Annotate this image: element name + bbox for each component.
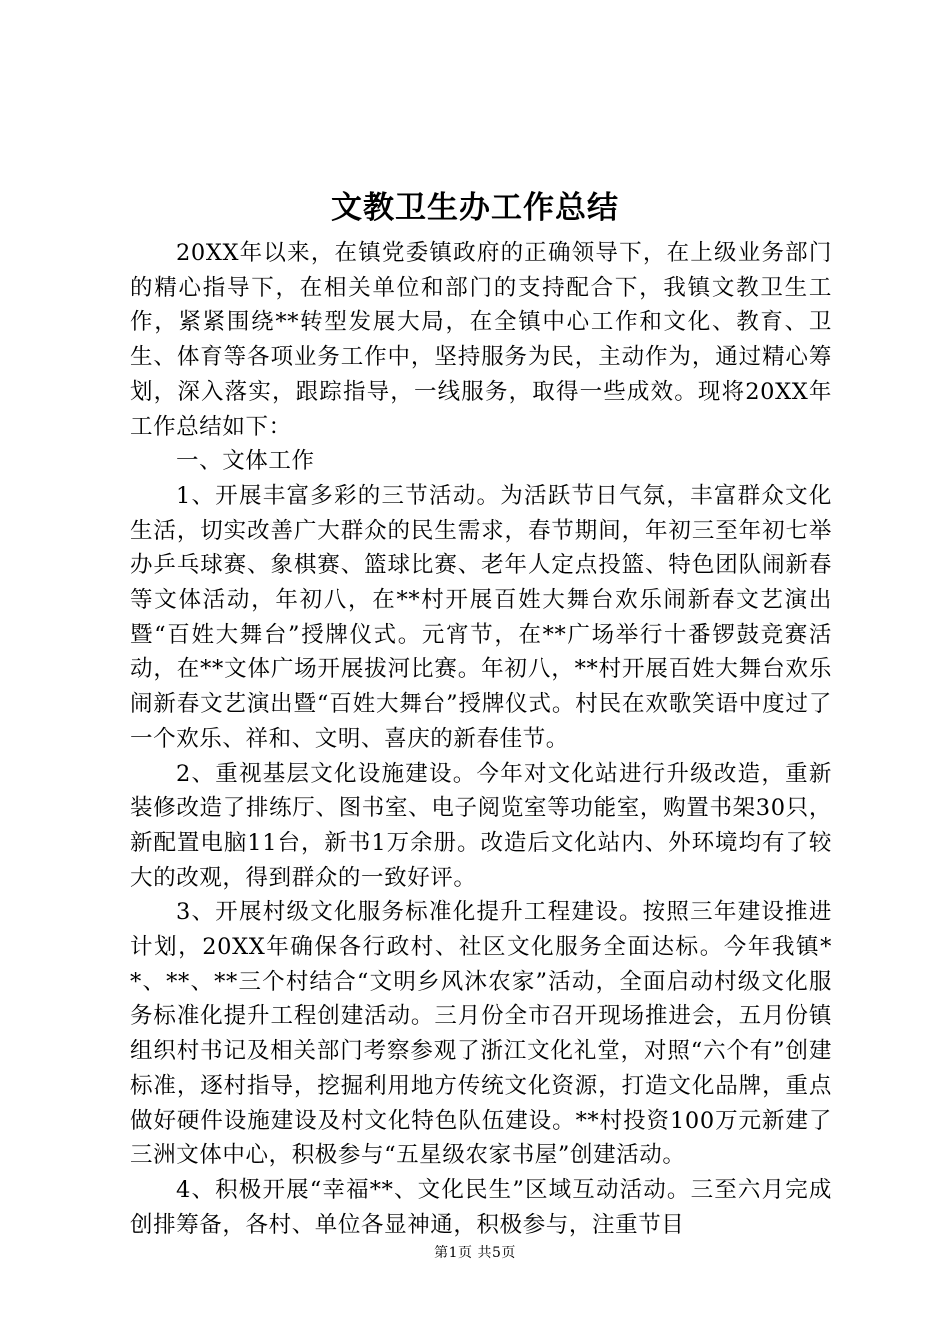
paragraph-regional-interaction: 4、积极开展“幸福**、文化民生”区域互动活动。三至六月完成创排筹备，各村、单位各显神通，积极参与，注重节目 [130,1176,832,1238]
paragraph-three-festivals: 1、开展丰富多彩的三节活动。为活跃节日气氛，丰富群众文化生活，切实改善广大群众的民生需求，春节期间，年初三至年初七举办乒乓球赛、象棋赛、篮球比赛、老年人定点投篮、特色团队闹新春等文体活动，年初八，在**村开展百姓大舞台欢乐闹新春文艺演出暨“百姓大舞台”授牌仪式。元宵节，在**广场举行十番锣鼓竞赛活动，在**文体广场开展拔河比赛。年初八，**村开展百姓大舞台欢乐闹新春文艺演出暨“百姓大舞台”授牌仪式。村民在欢歌笑语中度过了一个欢乐、祥和、文明、喜庆的新春佳节。 [130,482,832,752]
section-heading-culture-sports: 一、文体工作 [176,448,315,475]
document-title: 文教卫生办工作总结 [331,190,619,226]
paragraph-cultural-facilities: 2、重视基层文化设施建设。今年对文化站进行升级改造，重新装修改造了排练厅、图书室、电子阅览室等功能室，购置书架30只，新配置电脑11台，新书1万余册。改造后文化站内、外环境均有了较大的改观，得到群众的一致好评。 [130,760,832,891]
document-body [130,236,832,1242]
page-footer: 第1页 共5页 [434,1245,516,1261]
intro-paragraph: 20XX年以来，在镇党委镇政府的正确领导下，在上级业务部门的精心指导下，在相关单位和部门的支持配合下，我镇文教卫生工作，紧紧围绕**转型发展大局，在全镇中心工作和文化、教育、卫生、体育等各项业务工作中，坚持服务为民，主动作为，通过精心筹划，深入落实，跟踪指导，一线服务，取得一些成效。现将20XX年工作总结如下： [130,240,832,440]
paragraph-village-culture-standardization: 3、开展村级文化服务标准化提升工程建设。按照三年建设推进计划，20XX年确保各行政村、社区文化服务全面达标。今年我镇**、**、**三个村结合“文明乡风沐农家”活动，全面启动村级文化服务标准化提升工程创建活动。三月份全市召开现场推进会，五月份镇组织村书记及相关部门考察参观了浙江文化礼堂，对照“六个有”创建标准，逐村指导，挖掘利用地方传统文化资源，打造文化品牌，重点做好硬件设施建设及村文化特色队伍建设。**村投资100万元新建了三洲文体中心，积极参与“五星级农家书屋”创建活动。 [130,899,832,1169]
